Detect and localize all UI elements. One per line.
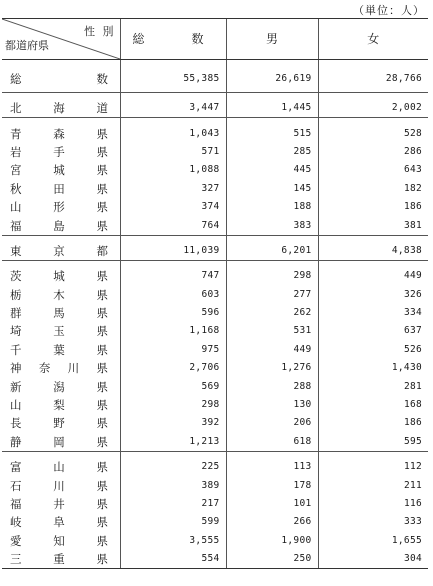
total-column-header (120, 19, 226, 60)
prefecture-name (10, 477, 108, 495)
total-cell: 975 (120, 341, 226, 359)
prefecture-name (10, 70, 108, 88)
male-cell: 618 (226, 433, 318, 452)
prefecture-name-char: 三 (10, 552, 22, 567)
female-cell: 381 (318, 216, 428, 235)
prefecture-name-cell (2, 322, 120, 340)
table-row (2, 261, 428, 286)
prefecture-name-char: 県 (96, 181, 108, 196)
male-header-label: 男 (265, 32, 278, 46)
total-header-char: 数 (191, 32, 204, 46)
prefecture-name-char: 県 (96, 361, 108, 376)
prefecture-name-cell (2, 161, 120, 179)
prefecture-name (10, 433, 108, 451)
male-cell: 277 (226, 286, 318, 304)
prefecture-name (10, 378, 108, 396)
female-cell: 643 (318, 161, 428, 179)
male-column-header (226, 19, 318, 60)
male-cell: 515 (226, 118, 318, 143)
prefecture-name (10, 495, 108, 513)
female-cell: 2,002 (318, 93, 428, 118)
prefecture-name-char: 県 (96, 342, 108, 357)
prefecture-name-cell (2, 341, 120, 359)
prefecture-name-char: 県 (96, 434, 108, 449)
total-header-char: 総 (132, 32, 145, 46)
female-cell: 168 (318, 396, 428, 414)
male-cell: 26,619 (226, 60, 318, 93)
prefecture-name-cell (2, 359, 120, 377)
female-cell: 595 (318, 433, 428, 452)
prefecture-name-char: 道 (96, 101, 108, 116)
prefecture-name-char: 岡 (53, 434, 65, 449)
male-cell: 145 (226, 180, 318, 198)
table-row (2, 550, 428, 569)
table-row (2, 341, 428, 359)
unit-note: （単位：人） (353, 4, 425, 17)
prefecture-name-char: 愛 (10, 533, 22, 548)
prefecture-name-char: 島 (53, 218, 65, 233)
total-cell: 2,706 (120, 359, 226, 377)
prefecture-name-char: 福 (10, 497, 22, 511)
prefecture-name-char: 県 (96, 416, 108, 431)
prefecture-label: 都道府県 (5, 39, 49, 52)
male-cell: 1,445 (226, 93, 318, 118)
male-cell: 1,900 (226, 532, 318, 550)
prefecture-name-char: 田 (53, 181, 65, 196)
table-row (2, 161, 428, 179)
prefecture-name-char: 山 (10, 398, 22, 413)
prefecture-name-char: 北 (10, 101, 22, 116)
prefecture-name-char: 宮 (10, 163, 22, 178)
male-cell: 1,276 (226, 359, 318, 377)
prefecture-name-char: 県 (96, 515, 108, 530)
prefecture-name-char: 群 (10, 306, 22, 321)
total-cell: 298 (120, 396, 226, 414)
prefecture-name-cell (2, 235, 120, 260)
table-row (2, 322, 428, 340)
prefecture-name-cell (2, 550, 120, 569)
female-cell: 281 (318, 377, 428, 395)
female-cell: 112 (318, 452, 428, 477)
table-row (2, 118, 428, 143)
prefecture-name-cell (2, 304, 120, 322)
male-cell: 266 (226, 513, 318, 531)
table-row (2, 396, 428, 414)
prefecture-name-char: 千 (10, 342, 22, 357)
total-cell: 1,213 (120, 433, 226, 452)
female-cell: 334 (318, 304, 428, 322)
prefecture-name-char: 県 (96, 126, 108, 141)
female-cell: 333 (318, 513, 428, 531)
total-cell: 327 (120, 180, 226, 198)
prefecture-name-char: 県 (96, 398, 108, 413)
female-cell: 286 (318, 143, 428, 161)
prefecture-name (10, 161, 108, 179)
male-cell: 445 (226, 161, 318, 179)
prefecture-name (10, 125, 108, 143)
prefecture-name-cell (2, 216, 120, 235)
prefecture-name-char: 梨 (53, 398, 65, 413)
prefecture-name-char: 手 (53, 144, 65, 159)
female-cell: 1,655 (318, 532, 428, 550)
prefecture-name (10, 286, 108, 304)
prefecture-name (10, 550, 108, 568)
table-row (2, 433, 428, 452)
prefecture-name (10, 143, 108, 161)
prefecture-name-char: 玉 (53, 324, 65, 339)
prefecture-name-cell (2, 198, 120, 216)
male-cell: 298 (226, 261, 318, 286)
prefecture-name-cell (2, 532, 120, 550)
prefecture-name-char: 新 (10, 379, 22, 394)
prefecture-name-char: 青 (10, 126, 22, 141)
prefecture-name-char: 京 (53, 243, 65, 258)
prefecture-name-char: 東 (10, 243, 22, 258)
prefecture-name-char: 埼 (10, 324, 22, 339)
total-cell: 225 (120, 452, 226, 477)
prefecture-name (10, 396, 108, 414)
prefecture-name-char: 秋 (10, 181, 22, 196)
prefecture-name-char: 都 (96, 243, 108, 258)
prefecture-name-cell (2, 261, 120, 286)
prefecture-name-char: 馬 (53, 306, 65, 321)
prefecture-name-cell (2, 143, 120, 161)
total-cell: 603 (120, 286, 226, 304)
table-row (2, 513, 428, 531)
prefecture-name-char: 川 (67, 361, 80, 376)
prefecture-name (10, 359, 108, 377)
male-cell: 531 (226, 322, 318, 340)
table-row (2, 359, 428, 377)
table-row (2, 235, 428, 260)
total-cell: 747 (120, 261, 226, 286)
prefecture-name (10, 341, 108, 359)
total-cell: 55,385 (120, 60, 226, 93)
prefecture-name-char: 総 (10, 72, 22, 86)
male-cell: 383 (226, 216, 318, 235)
male-cell: 101 (226, 495, 318, 513)
prefecture-name-char: 岐 (10, 515, 22, 530)
prefecture-name-cell (2, 476, 120, 494)
prefecture-name-char: 県 (96, 200, 108, 215)
prefecture-name-char: 井 (53, 497, 65, 511)
prefecture-name (10, 180, 108, 198)
prefecture-name (10, 242, 108, 260)
female-cell: 186 (318, 198, 428, 216)
female-cell: 211 (318, 476, 428, 494)
prefecture-name (10, 322, 108, 340)
female-cell: 182 (318, 180, 428, 198)
prefecture-name-char: 県 (96, 379, 108, 394)
prefecture-name-char: 県 (96, 533, 108, 548)
prefecture-name-char: 富 (10, 460, 22, 475)
prefecture-name-char: 潟 (53, 379, 65, 394)
prefecture-name-char: 城 (53, 269, 65, 284)
total-cell: 217 (120, 495, 226, 513)
prefecture-name-cell (2, 60, 120, 93)
female-cell: 637 (318, 322, 428, 340)
female-cell: 28,766 (318, 60, 428, 93)
female-cell: 326 (318, 286, 428, 304)
female-cell: 116 (318, 495, 428, 513)
prefecture-name (10, 414, 108, 432)
male-cell: 288 (226, 377, 318, 395)
prefecture-name-char: 県 (96, 163, 108, 178)
table-header-row (2, 19, 428, 60)
prefecture-name-cell (2, 377, 120, 395)
table-row (2, 414, 428, 432)
total-cell: 3,555 (120, 532, 226, 550)
female-cell: 4,838 (318, 235, 428, 260)
prefecture-name-char: 県 (96, 552, 108, 567)
male-cell: 188 (226, 198, 318, 216)
prefecture-name-char: 形 (53, 200, 65, 215)
prefecture-name-cell (2, 433, 120, 452)
table-row (2, 60, 428, 93)
female-cell: 304 (318, 550, 428, 569)
table-row (2, 216, 428, 235)
total-cell: 764 (120, 216, 226, 235)
total-cell: 1,088 (120, 161, 226, 179)
prefecture-name-char: 城 (53, 163, 65, 178)
prefecture-name (10, 217, 108, 235)
prefecture-name-char: 森 (53, 126, 65, 141)
male-cell: 262 (226, 304, 318, 322)
table-row (2, 143, 428, 161)
female-header-label: 女 (367, 32, 380, 46)
prefecture-name-char: 県 (96, 497, 108, 511)
female-column-header (318, 19, 428, 60)
table-row (2, 93, 428, 118)
prefecture-name-char: 川 (53, 478, 65, 493)
prefecture-name-char: 県 (96, 478, 108, 493)
prefecture-name-char: 福 (10, 218, 22, 233)
total-cell: 596 (120, 304, 226, 322)
prefecture-name-cell (2, 118, 120, 143)
total-cell: 374 (120, 198, 226, 216)
male-cell: 130 (226, 396, 318, 414)
table-row (2, 452, 428, 477)
prefecture-name-char: 岩 (10, 144, 22, 159)
total-cell: 554 (120, 550, 226, 569)
table-row (2, 198, 428, 216)
table-row (2, 286, 428, 304)
prefecture-name-char: 長 (10, 416, 22, 431)
female-cell: 449 (318, 261, 428, 286)
total-cell: 599 (120, 513, 226, 531)
female-cell: 1,430 (318, 359, 428, 377)
sex-label: 性 別 (84, 25, 116, 38)
prefecture-name-char: 山 (53, 460, 65, 475)
prefecture-name-cell (2, 180, 120, 198)
prefecture-name-cell (2, 452, 120, 477)
prefecture-name (10, 304, 108, 322)
male-cell: 285 (226, 143, 318, 161)
male-cell: 113 (226, 452, 318, 477)
total-cell: 389 (120, 476, 226, 494)
prefecture-table (2, 18, 428, 569)
female-cell: 186 (318, 414, 428, 432)
female-cell: 526 (318, 341, 428, 359)
table-row (2, 532, 428, 550)
prefecture-name-char: 茨 (10, 269, 22, 284)
table-row (2, 476, 428, 494)
prefecture-name-char: 栃 (10, 287, 22, 302)
prefecture-name-char: 海 (53, 101, 65, 116)
prefecture-name-char: 阜 (53, 515, 65, 530)
prefecture-name-char: 県 (96, 324, 108, 339)
prefecture-name (10, 267, 108, 285)
table-body (2, 60, 428, 569)
table-row (2, 180, 428, 198)
male-cell: 250 (226, 550, 318, 569)
prefecture-name-char: 県 (96, 287, 108, 302)
prefecture-name-cell (2, 513, 120, 531)
corner-header-cell (2, 19, 120, 60)
prefecture-name-char: 木 (53, 287, 65, 302)
prefecture-name-char: 静 (10, 434, 22, 449)
prefecture-name (10, 513, 108, 531)
prefecture-name-char: 神 (10, 361, 22, 376)
prefecture-name (10, 99, 108, 117)
prefecture-name-char: 葉 (53, 342, 65, 357)
prefecture-name-cell (2, 414, 120, 432)
prefecture-name-char: 県 (96, 218, 108, 233)
prefecture-name-cell (2, 286, 120, 304)
total-cell: 11,039 (120, 235, 226, 260)
male-cell: 6,201 (226, 235, 318, 260)
total-cell: 1,043 (120, 118, 226, 143)
prefecture-name-char: 県 (96, 269, 108, 284)
prefecture-name-char: 県 (96, 144, 108, 159)
prefecture-name-cell (2, 93, 120, 118)
prefecture-name-char: 野 (53, 416, 65, 431)
table-row (2, 304, 428, 322)
prefecture-name-cell (2, 495, 120, 513)
female-cell: 528 (318, 118, 428, 143)
total-cell: 569 (120, 377, 226, 395)
male-cell: 449 (226, 341, 318, 359)
male-cell: 206 (226, 414, 318, 432)
prefecture-name (10, 458, 108, 476)
prefecture-name-char: 重 (53, 552, 65, 567)
male-cell: 178 (226, 476, 318, 494)
total-cell: 3,447 (120, 93, 226, 118)
total-cell: 1,168 (120, 322, 226, 340)
prefecture-name-char: 石 (10, 478, 22, 493)
prefecture-name-char: 山 (10, 200, 22, 215)
prefecture-name (10, 532, 108, 550)
total-cell: 392 (120, 414, 226, 432)
total-cell: 571 (120, 143, 226, 161)
prefecture-name-char: 県 (96, 460, 108, 475)
prefecture-name-char: 数 (96, 72, 108, 86)
prefecture-name-char: 知 (53, 533, 65, 548)
prefecture-name-cell (2, 396, 120, 414)
prefecture-name-char: 奈 (38, 361, 51, 376)
prefecture-name-char: 県 (96, 306, 108, 321)
prefecture-name (10, 198, 108, 216)
table-row (2, 377, 428, 395)
table-row (2, 495, 428, 513)
